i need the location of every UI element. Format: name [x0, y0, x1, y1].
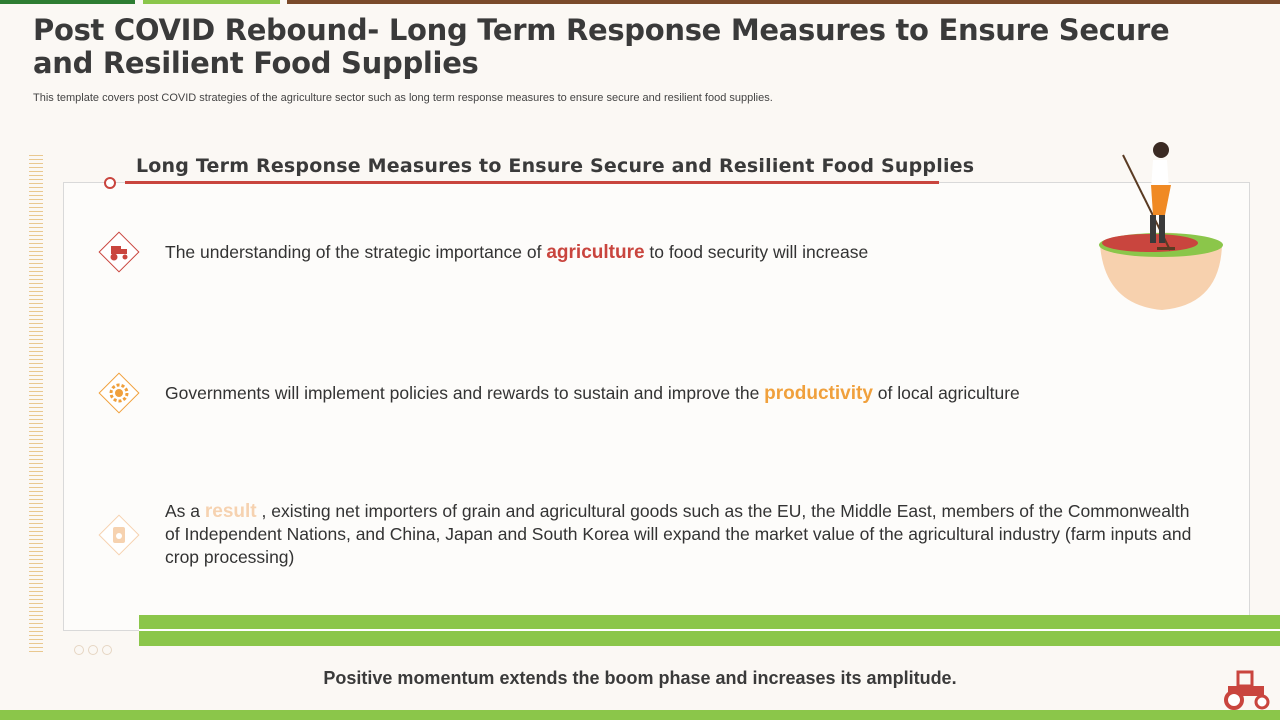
decorative-circles	[74, 642, 116, 660]
section-title: Long Term Response Measures to Ensure Secure and Resilient Food Supplies	[136, 155, 975, 177]
item-text: Governments will implement policies and rewards to sustain and improve the productivity of local agriculture	[165, 383, 1020, 404]
footer-statement: Positive momentum extends the boom phase and increases its amplitude.	[323, 668, 957, 688]
item-text: The understanding of the strategic importance of agriculture to food security will increase	[165, 242, 869, 263]
grain-jar-icon	[95, 511, 143, 559]
highlight-word: productivity	[764, 383, 873, 404]
highlight-word: agriculture	[546, 242, 645, 263]
tractor-icon	[1220, 668, 1274, 712]
gear-dollar-icon	[95, 369, 143, 417]
item-text: As a result , existing net importers of grain and agricultural goods such as the EU, the Middle East, members of the Commonwealth of Independent Nations, and China, Japan and South Korea will expand the market value of the agricultural industry (farm inputs and crop processing)	[165, 501, 1192, 567]
page-subtitle: This template covers post COVID strategies of the agriculture sector such as long term response measures to ensure secure and resilient food supplies.	[33, 92, 773, 104]
farmer-woman-illustration	[1095, 135, 1230, 315]
green-accent-band	[139, 615, 1280, 646]
section-marker-dot	[104, 177, 116, 189]
page-title: Post COVID Rebound- Long Term Response Measures to Ensure Secure and Resilient Food Supplies	[33, 13, 1170, 80]
section-underline	[125, 181, 939, 184]
tractor-icon	[95, 228, 143, 276]
grass-strip	[0, 710, 1280, 720]
decorative-ruler	[29, 155, 43, 655]
top-accent-bar	[0, 0, 1280, 4]
highlight-word: result	[204, 501, 257, 522]
